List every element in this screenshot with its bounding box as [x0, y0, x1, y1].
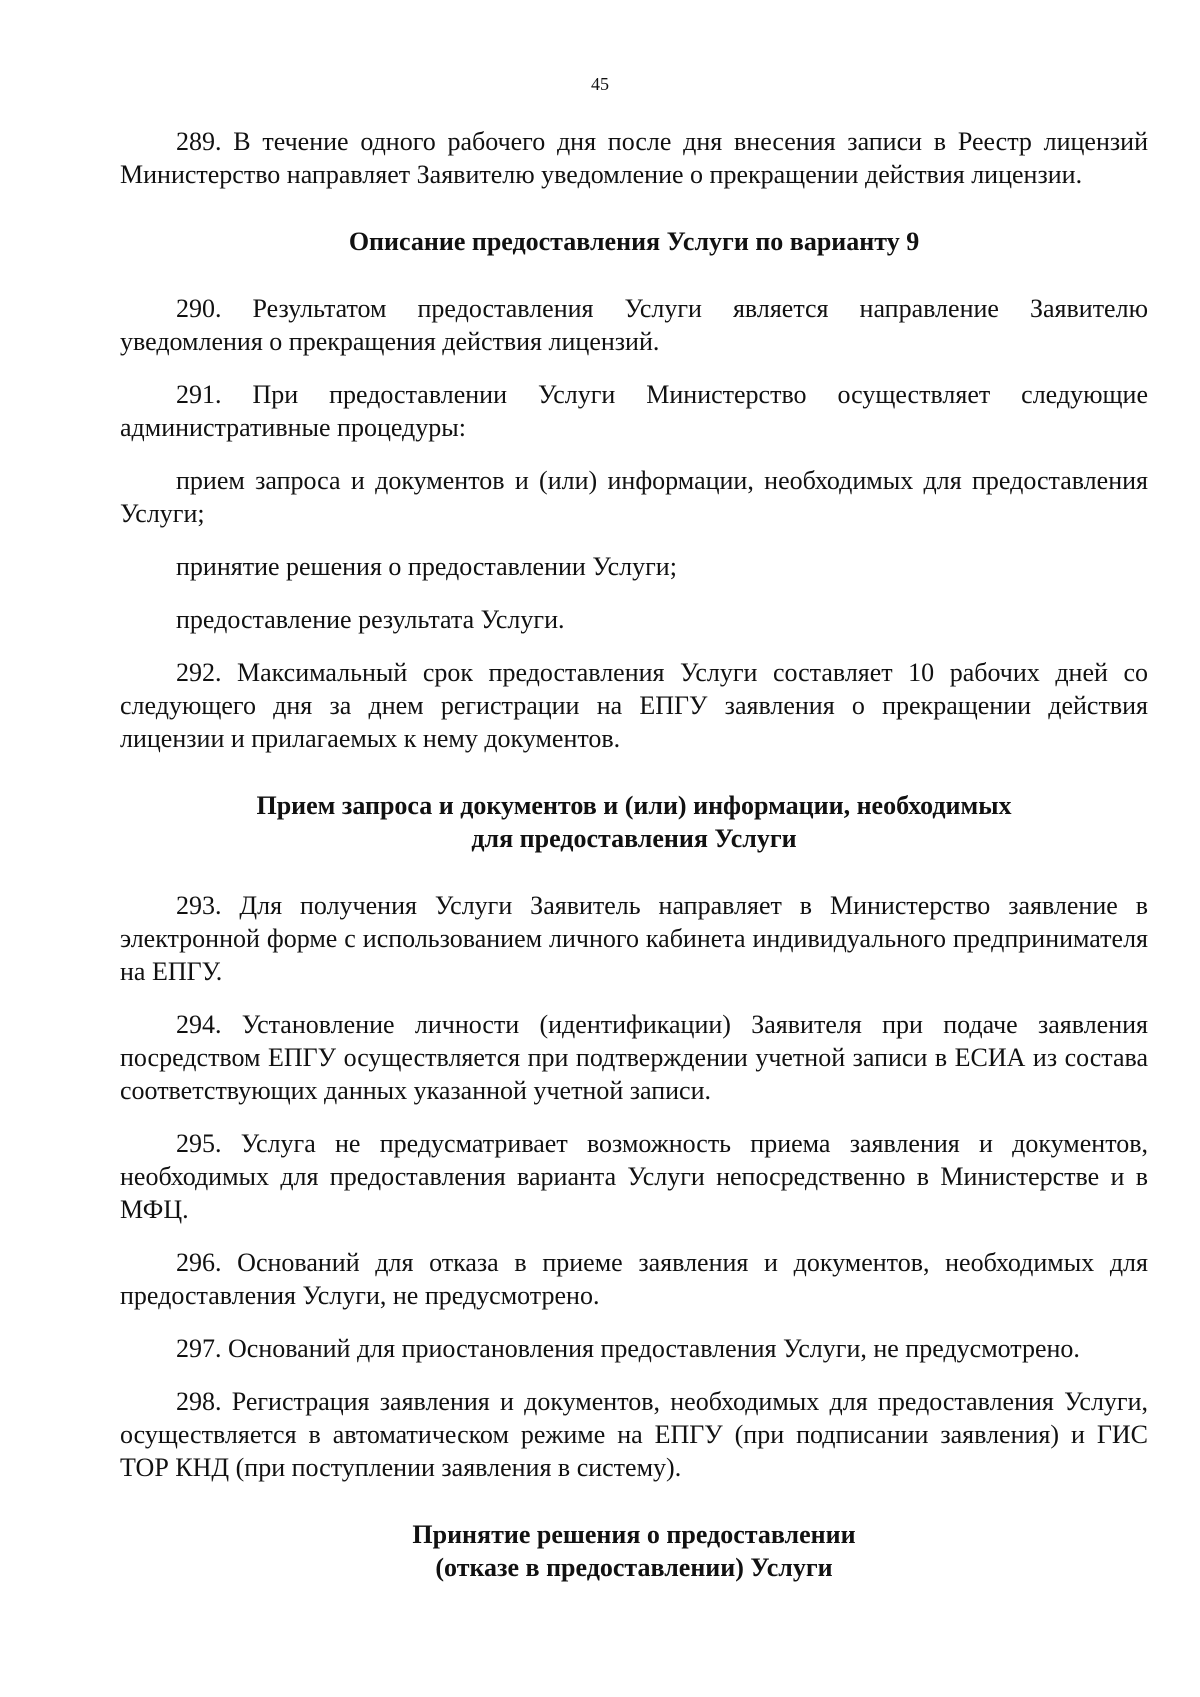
paragraph-297: 297. Оснований для приостановления предоставления Услуги, не предусмотрено.	[176, 1334, 1080, 1363]
paragraph-290: 290. Результатом предоставления Услуги является направление Заявителю уведомления о прекращения действия лицензий.	[120, 294, 1148, 356]
paragraph-298: 298. Регистрация заявления и документов, необходимых для предоставления Услуги, осуществляется в автоматическом режиме на ЕПГУ (при подписании заявления) и ГИС ТОР КНД (при поступлении заявления в систему).	[120, 1387, 1148, 1482]
section-heading-decision-line-1: Принятие решения о предоставлении	[412, 1520, 856, 1549]
section-heading-reception-line-2: для предоставления Услуги	[471, 824, 797, 853]
paragraph-292: 292. Максимальный срок предоставления Услуги составляет 10 рабочих дней со следующего дня за днем регистрации на ЕПГУ заявления о прекращении действия лицензии и прилагаемых к нему документов.	[120, 658, 1148, 753]
paragraph-291: 291. При предоставлении Услуги Министерство осуществляет следующие административные процедуры:	[120, 380, 1148, 442]
section-heading-decision	[120, 1518, 1148, 1584]
paragraph-295: 295. Услуга не предусматривает возможность приема заявления и документов, необходимых для предоставления варианта Услуги непосредственно в Министерстве и в МФЦ.	[120, 1129, 1148, 1224]
list-item-reception: прием запроса и документов и (или) информации, необходимых для предоставления Услуги;	[120, 466, 1148, 528]
paragraph-296: 296. Оснований для отказа в приеме заявления и документов, необходимых для предоставления Услуги, не предусмотрено.	[120, 1248, 1148, 1310]
page-number: 45	[591, 74, 609, 94]
paragraph-294: 294. Установление личности (идентификации) Заявителя при подаче заявления посредством ЕПГУ осуществляется при подтверждении учетной записи в ЕСИА из состава соответствующих данных указанной учетной записи.	[120, 1010, 1148, 1105]
paragraph-289: 289. В течение одного рабочего дня после дня внесения записи в Реестр лицензий Министерство направляет Заявителю уведомление о прекращении действия лицензии.	[120, 127, 1148, 189]
section-heading-reception	[120, 789, 1148, 855]
list-item-result: предоставление результата Услуги.	[176, 605, 565, 634]
section-heading-decision-line-2: (отказе в предоставлении) Услуги	[435, 1553, 833, 1582]
list-item-decision: принятие решения о предоставлении Услуги;	[176, 552, 677, 581]
section-heading-reception-line-1: Прием запроса и документов и (или) информации, необходимых	[256, 791, 1012, 820]
section-heading-variant-9: Описание предоставления Услуги по варианту 9	[348, 227, 920, 256]
paragraph-293: 293. Для получения Услуги Заявитель направляет в Министерство заявление в электронной форме с использованием личного кабинета индивидуального предпринимателя на ЕПГУ.	[120, 891, 1148, 986]
document-body	[120, 125, 1148, 1584]
